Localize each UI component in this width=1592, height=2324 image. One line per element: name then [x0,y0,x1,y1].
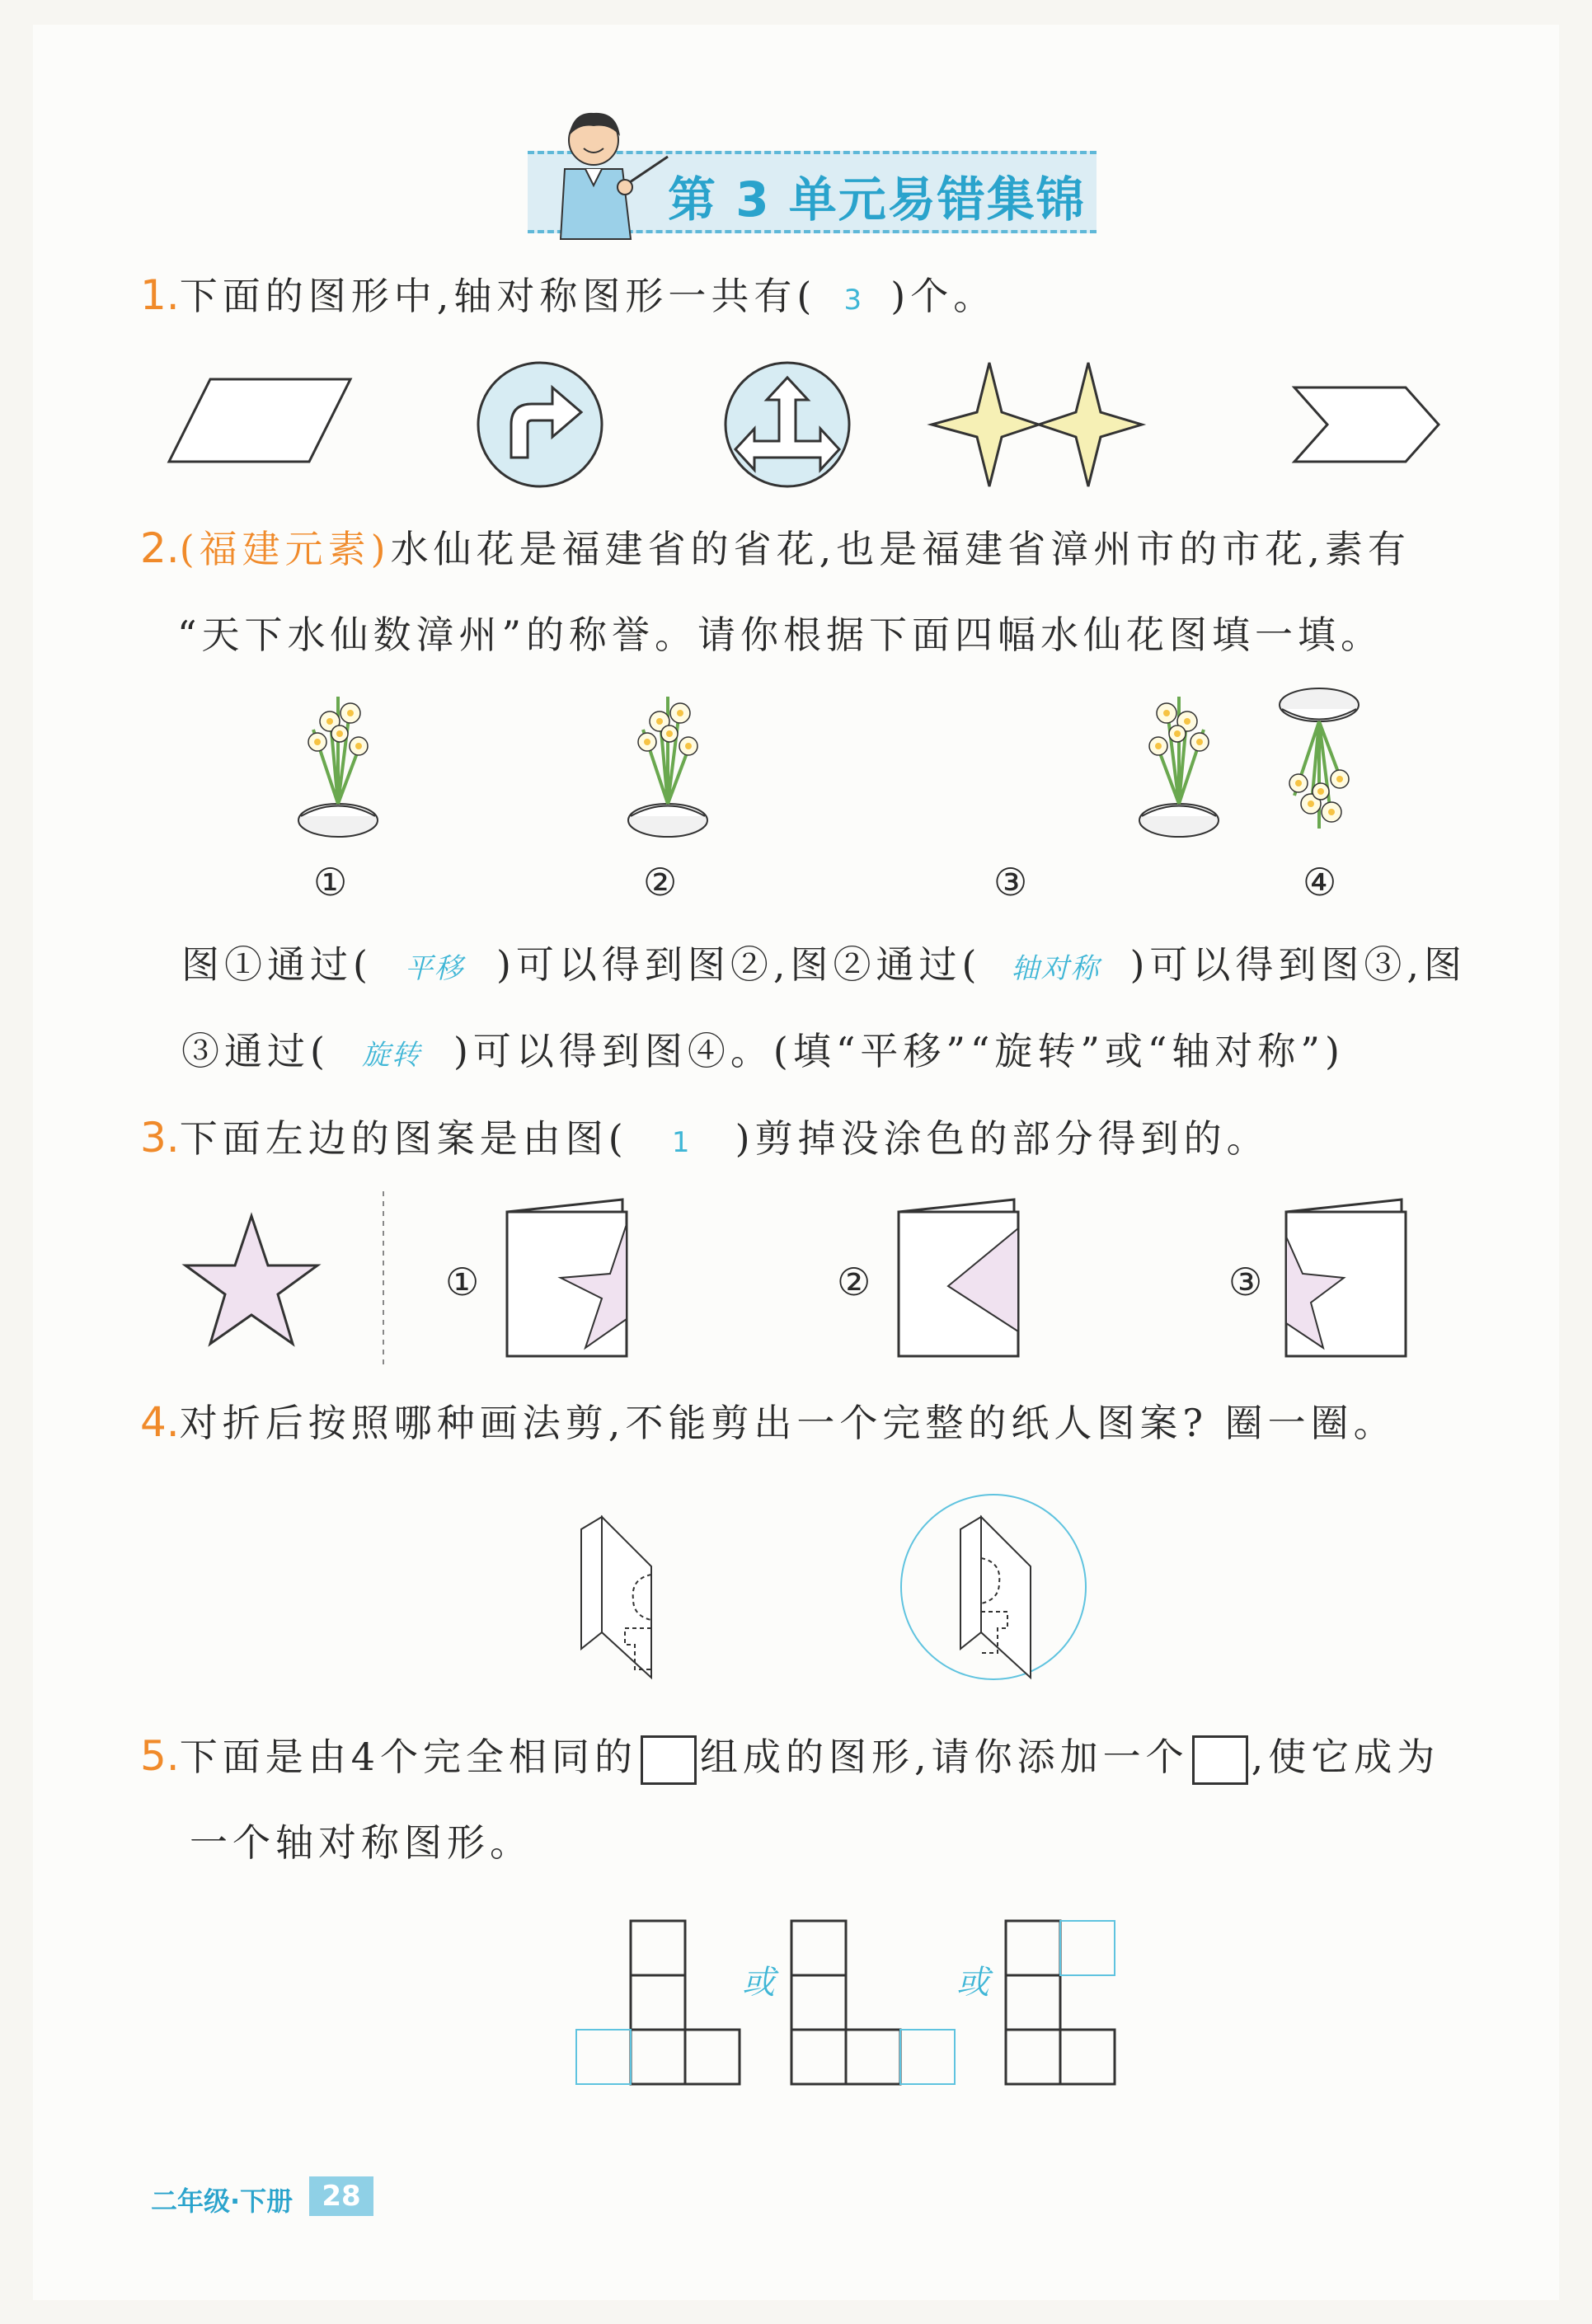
folded-paper-3-icon [1286,1200,1406,1356]
question-text: )可以得到图②,图②通过( [495,942,982,987]
figure-label: ③ [1228,1260,1268,1304]
double-star-shape [932,363,1142,486]
square-icon [641,1735,697,1785]
question-text: )可以得到图④。(填“平移”“旋转”或“轴对称”) [453,1029,1345,1073]
question-5-line-2: 一个轴对称图形。 [190,1820,533,1865]
question-number: 4. [140,1398,180,1446]
star-shape [185,1216,317,1344]
question-2-fill-line-1 [181,940,1467,993]
question-1 [140,270,996,325]
q5-grid-figures [569,1917,1129,2082]
question-text: 下面是由4个完全相同的 [179,1735,637,1779]
answer-text: 旋转 [361,1039,421,1072]
daffodil-pot-icon [1139,697,1219,837]
q1-shapes [165,346,1451,495]
question-5-line-1 [140,1731,1439,1785]
daffodil-figures [280,680,1435,853]
figure-label: ② [643,860,683,904]
folded-paper-1-icon [507,1200,627,1356]
folded-paper-option-1-icon [581,1517,651,1678]
teacher-illustration-icon [528,103,676,243]
question-text: 下面的图形中,轴对称图形一共有( [179,274,817,318]
question-text: 对折后按照哪种画法剪,不能剪出一个完整的纸人图案? 圈一圈。 [179,1401,1397,1445]
figure-label: ③ [993,860,1033,904]
q4-figures [577,1484,1113,1723]
chevron-shape [1294,387,1439,462]
question-text: ③通过( [181,1029,330,1073]
daffodil-pot-icon [1280,688,1359,829]
question-3 [140,1113,1270,1167]
answer-text: 平移 [404,952,464,985]
question-4 [140,1397,1397,1448]
parallelogram-shape [169,379,350,462]
question-2-line-1 [140,523,1411,574]
question-text: )可以得到图③,图 [1129,942,1468,987]
page-title: 第 3 单元易错集锦 [668,171,1086,228]
answer-text: 1 [671,1126,692,1159]
page-number: 28 [309,2176,373,2216]
question-number: 5. [140,1732,180,1780]
question-text: )剪掉没涂色的部分得到的。 [735,1116,1270,1161]
or-label: 或 [956,1964,991,2002]
folded-paper-option-2-icon [901,1495,1086,1679]
grade-label: 二年级·下册 [151,2185,294,2217]
question-text: 图①通过( [181,942,373,987]
question-text: 下面左边的图案是由图( [179,1116,628,1161]
figure-label: ① [445,1260,485,1304]
question-text: )个。 [890,274,997,318]
question-number: 3. [140,1114,180,1162]
question-2-line-2: “天下水仙数漳州”的称誉。请你根据下面四幅水仙花图填一填。 [177,613,1384,657]
question-2-fill-line-2 [181,1026,1345,1080]
daffodil-pot-icon [628,697,707,837]
folded-paper-2-icon [899,1200,1018,1356]
daffodil-pot-icon [298,697,378,837]
grid-solution-1 [576,1921,740,2084]
figure-label: ④ [1303,860,1342,904]
question-text: 组成的图形,请你添加一个 [700,1735,1189,1779]
grid-solution-3 [1006,1921,1115,2084]
three-way-arrow-sign-icon [726,363,849,486]
figure-label: ① [313,860,353,904]
question-text: 水仙花是福建省的省花,也是福建省漳州市的市花,素有 [390,527,1411,571]
answer-text: 轴对称 [1011,952,1101,985]
or-label: 或 [742,1964,777,2002]
question-number: 2. [140,524,180,572]
figure-label: ② [837,1260,876,1304]
question-number: 1. [140,271,180,319]
answer-text: 3 [843,284,864,317]
square-icon [1192,1735,1248,1785]
grid-solution-2 [791,1921,955,2084]
question-text: ,使它成为 [1251,1735,1440,1779]
question-tag: (福建元素) [179,527,391,571]
turn-arrow-sign-icon [478,363,602,486]
